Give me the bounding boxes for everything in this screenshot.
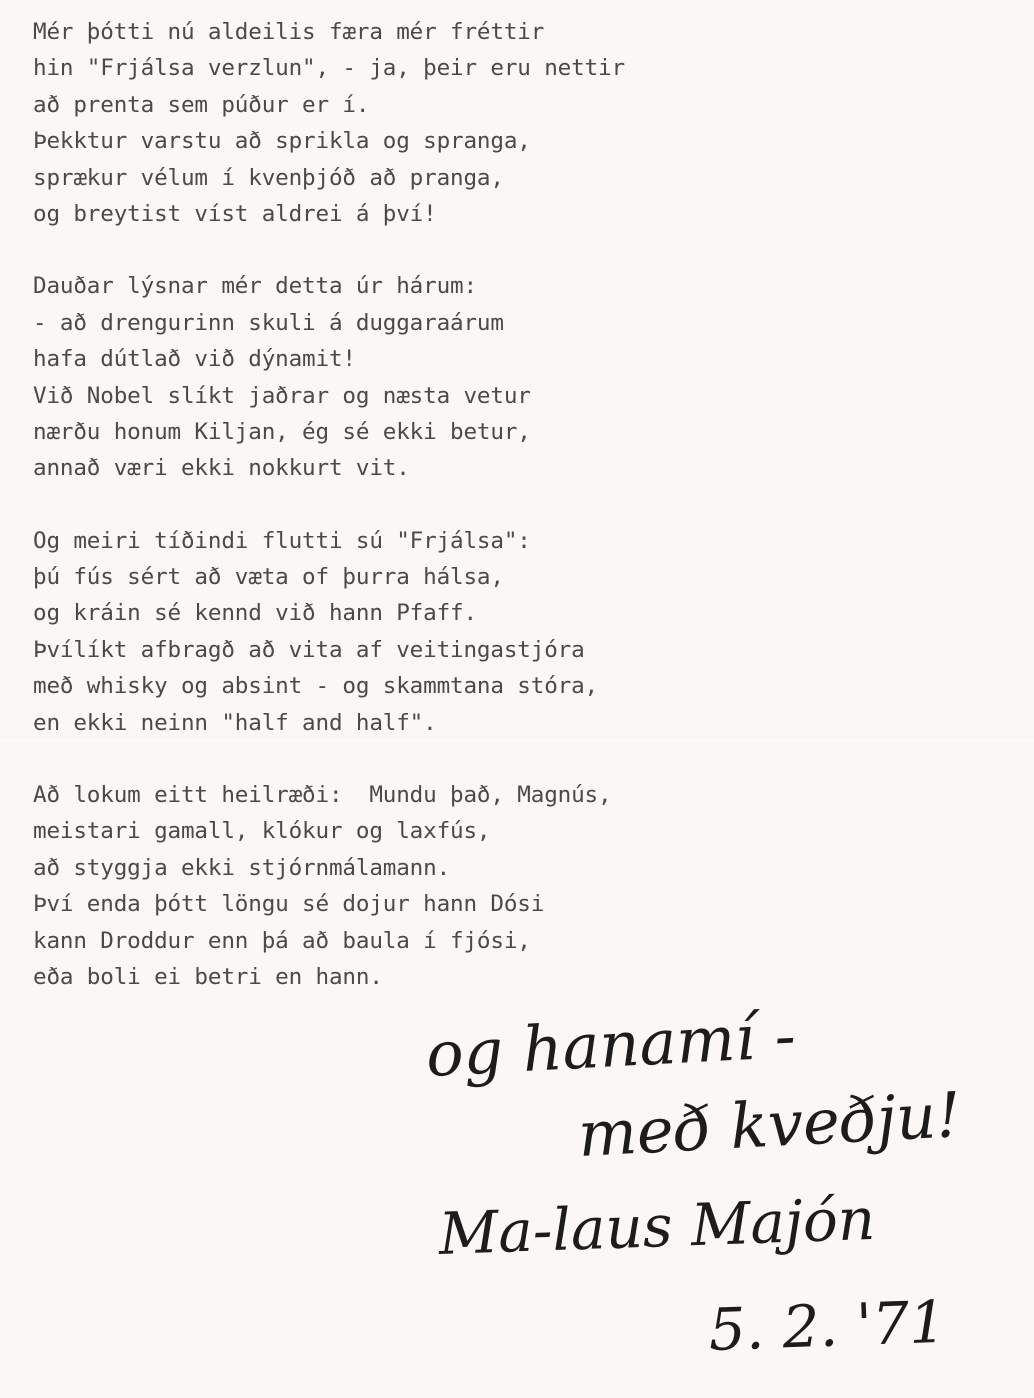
poem-line: Við Nobel slíkt jaðrar og næsta vetur <box>33 382 531 409</box>
handwritten-greeting: og hanamí - <box>424 998 798 1091</box>
poem-line: hafa dútlað við dýnamit! <box>33 346 356 373</box>
poem-line: með whisky og absint - og skammtana stóra, <box>33 673 599 700</box>
poem-line: og breytist víst aldrei á því! <box>33 200 437 227</box>
poem-line: hin "Frjálsa verzlun", - ja, þeir eru nettir <box>33 55 625 82</box>
poem-line: og kráin sé kennd við hann Pfaff. <box>33 600 477 627</box>
handwritten-signature: Ma-laus Majón <box>437 1184 877 1268</box>
typed-poem <box>33 14 753 1031</box>
poem-line: annað væri ekki nokkurt vit. <box>33 455 410 482</box>
poem-line: að prenta sem púður er í. <box>33 91 370 118</box>
poem-line: Þvílíkt afbragð að vita af veitingastjóra <box>33 636 585 663</box>
poem-line: Að lokum eitt heilræði: Mundu það, Magnús, <box>33 782 612 809</box>
handwritten-date: 5. 2. '71 <box>707 1287 948 1364</box>
poem-line: þú fús sért að væta of þurra hálsa, <box>33 564 504 591</box>
poem-line: en ekki neinn "half and half". <box>33 709 437 736</box>
poem-line: - að drengurinn skuli á duggaraárum <box>33 309 504 336</box>
stanza <box>33 777 753 995</box>
poem-line: að styggja ekki stjórnmálamann. <box>33 854 451 881</box>
poem-line: Og meiri tíðindi flutti sú "Frjálsa": <box>33 527 531 554</box>
stanza <box>33 14 753 232</box>
poem-line: eða boli ei betri en hann. <box>33 963 383 990</box>
poem-line: Þekktur varstu að sprikla og spranga, <box>33 128 531 155</box>
poem-line: meistari gamall, klókur og laxfús, <box>33 818 491 845</box>
stanza <box>33 523 753 741</box>
poem-line: nærðu honum Kiljan, ég sé ekki betur, <box>33 418 531 445</box>
handwritten-regards: með kveðju! <box>576 1078 963 1171</box>
poem-line: Því enda þótt löngu sé dojur hann Dósi <box>33 891 545 918</box>
poem-line: Mér þótti nú aldeilis færa mér fréttir <box>33 19 545 45</box>
poem-line: sprækur vélum í kvenþjóð að pranga, <box>33 164 504 191</box>
poem-line: Dauðar lýsnar mér detta úr hárum: <box>33 273 477 300</box>
stanza <box>33 268 753 486</box>
poem-line: kann Droddur enn þá að baula í fjósi, <box>33 927 531 954</box>
